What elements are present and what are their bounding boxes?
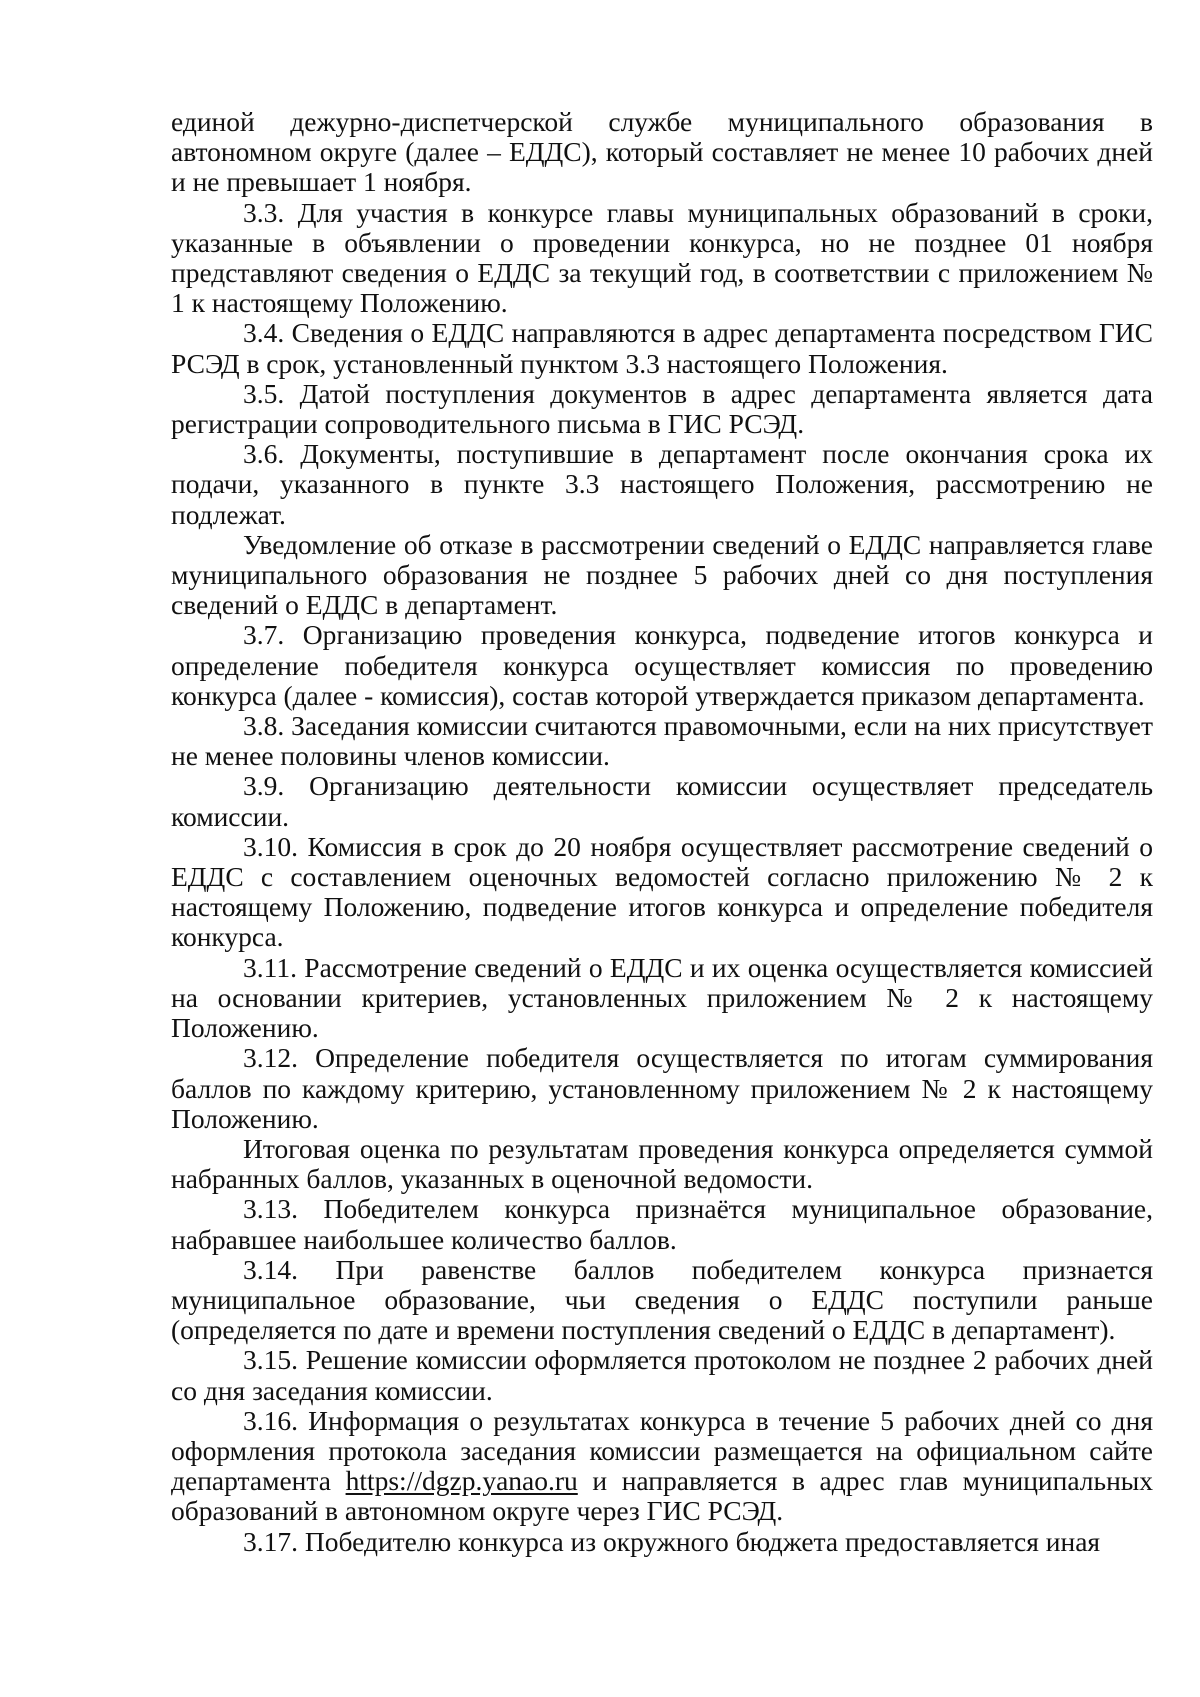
department-website-link[interactable]: https://dgzp.yanao.ru bbox=[345, 1465, 578, 1497]
paragraph-3-5: 3.5. Датой поступления документов в адрес департамента является дата регистрации сопроводительного письма в ГИС РСЭД. bbox=[171, 377, 1153, 440]
paragraph-3-16-after: и направляется в адрес глав муниципальных образований в автономном округе через ГИС РСЭД. bbox=[171, 1465, 1154, 1527]
paragraph-3-12-total: Итоговая оценка по результатам проведения конкурса определяется суммой набранных баллов, указанных в оценочной ведомости. bbox=[171, 1132, 1153, 1195]
paragraph-3-15: 3.15. Решение комиссии оформляется протоколом не позднее 2 рабочих дней со дня заседания комиссии. bbox=[171, 1344, 1153, 1406]
paragraph-3-16-before: 3.16. Информация о результатах конкурса в течение 5 рабочих дней со дня оформления протокола заседания комиссии размещается на официальном сайте департамента bbox=[171, 1404, 1153, 1497]
paragraph-3-17: 3.17. Победителю конкурса из окружного бюджета предоставляется иная bbox=[243, 1525, 1101, 1557]
paragraph-3-12: 3.12. Определение победителя осуществляется по итогам суммирования баллов по каждому критерию, установленному приложением № 2 к настоящему Положению. bbox=[171, 1042, 1153, 1134]
paragraph-3-7: 3.7. Организацию проведения конкурса, подведение итогов конкурса и определение победителя конкурса осуществляет комиссия по проведению конкурса (далее - комиссия), состав которой утверждается приказом департамента. bbox=[171, 619, 1153, 711]
paragraph-3-9: 3.9. Организацию деятельности комиссии осуществляет председатель комиссии. bbox=[171, 770, 1153, 832]
paragraph-3-6: 3.6. Документы, поступившие в департамент после окончания срока их подачи, указанного в пункте 3.3 настоящего Положения, рассмотрению не подлежат. bbox=[171, 438, 1153, 530]
paragraph-3-4: 3.4. Сведения о ЕДДС направляются в адрес департамента посредством ГИС РСЭД в срок, установленный пунктом 3.3 настоящего Положения. bbox=[171, 317, 1153, 379]
paragraph-3-14: 3.14. При равенстве баллов победителем конкурса признается муниципальное образование, чьи сведения о ЕДДС поступили раньше (определяется по дате и времени поступления сведений о ЕДДС в департамент). bbox=[171, 1253, 1153, 1346]
paragraph-3-10: 3.10. Комиссия в срок до 20 ноября осуществляет рассмотрение сведений о ЕДДС с составлением оценочных ведомостей согласно приложению № 2 к настоящему Положению, подведение итогов конкурса и определение победителя конкурса. bbox=[171, 830, 1153, 953]
paragraph-3-13: 3.13. Победителем конкурса признаётся муниципальное образование, набравшее наибольшее количество баллов. bbox=[171, 1193, 1153, 1255]
paragraph-3-16 bbox=[171, 1406, 1153, 1527]
paragraph-3-6-notice: Уведомление об отказе в рассмотрении сведений о ЕДДС направляется главе муниципального образования не позднее 5 рабочих дней со дня поступления сведений о ЕДДС в департамент. bbox=[171, 528, 1153, 621]
document-page bbox=[171, 107, 1153, 1557]
paragraph-3-11: 3.11. Рассмотрение сведений о ЕДДС и их оценка осуществляется комиссией на основании критериев, установленных приложением № 2 к настоящему Положению. bbox=[171, 951, 1153, 1044]
paragraph-3-3: 3.3. Для участия в конкурсе главы муниципальных образований в сроки, указанные в объявлении о проведении конкурса, но не позднее 01 ноября представляют сведения о ЕДДС за текущий год, в соответствии с приложением № 1 к настоящему Положению. bbox=[171, 196, 1153, 319]
paragraph-3-8: 3.8. Заседания комиссии считаются правомочными, если на них присутствует не менее половины членов комиссии. bbox=[171, 710, 1154, 772]
paragraph-intro: единой дежурно-диспетчерской службе муниципального образования в автономном округе (далее – ЕДДС), который составляет не менее 10 рабочих дней и не превышает 1 ноября. bbox=[171, 106, 1153, 198]
